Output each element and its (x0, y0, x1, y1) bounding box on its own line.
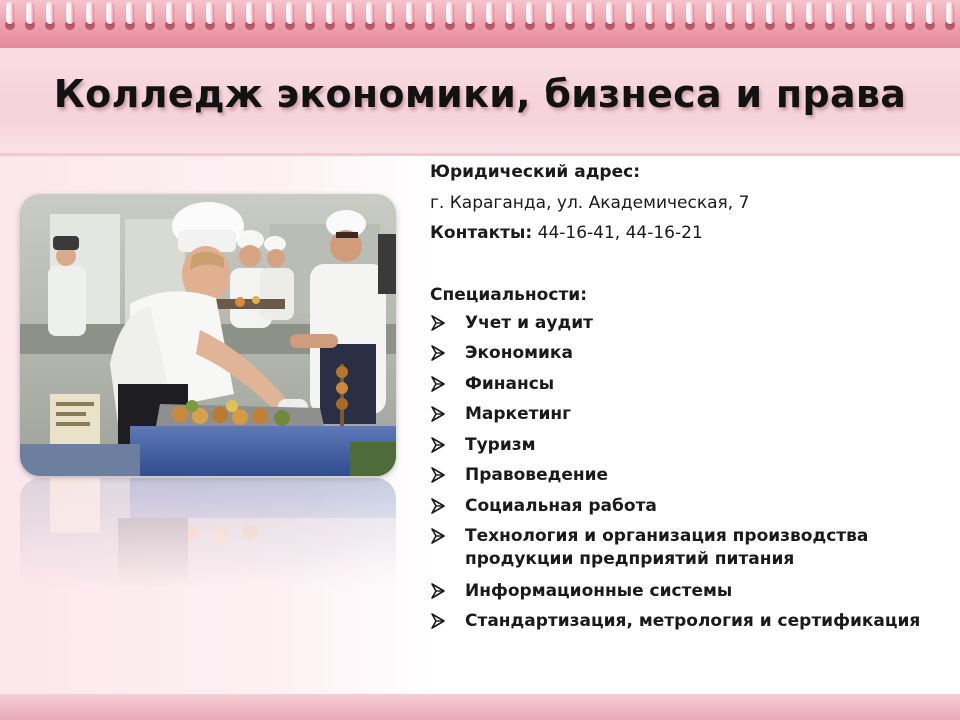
binding-ring (946, 2, 954, 24)
arrow-check-bullet-icon (430, 465, 450, 485)
binding-ring (346, 2, 354, 24)
arrow-check-bullet-icon (430, 496, 450, 516)
specialty-item (430, 580, 930, 603)
binding-ring (66, 2, 74, 24)
bottom-band (0, 694, 960, 720)
specialty-item (430, 610, 930, 633)
photo-reflection-illustration (20, 478, 396, 588)
contacts-line (430, 223, 703, 243)
specialty-label: Технология и организация производства продукции предприятий питания (465, 526, 869, 569)
binding-ring (846, 2, 854, 24)
binding-ring (406, 2, 414, 24)
binding-ring (106, 2, 114, 24)
specialty-label: Туризм (465, 435, 536, 455)
binding-ring (306, 2, 314, 24)
binding-ring (506, 2, 514, 24)
arrow-check-bullet-icon (430, 343, 450, 363)
binding-ring (866, 2, 874, 24)
specialty-label: Стандартизация, метрология и сертификация (465, 611, 921, 631)
binding-ring (246, 2, 254, 24)
contacts-value: 44-16-41, 44-16-21 (532, 223, 703, 243)
binding-ring (646, 2, 654, 24)
binding-ring (546, 2, 554, 24)
specialty-item (430, 403, 930, 426)
binding-ring (746, 2, 754, 24)
binding-ring (706, 2, 714, 24)
specialty-item (430, 525, 930, 571)
binding-ring (526, 2, 534, 24)
photo-reflection (20, 478, 396, 588)
specialty-item (430, 312, 930, 335)
page-title: Колледж экономики, бизнеса и права (53, 72, 907, 116)
specialty-item (430, 464, 930, 487)
specialty-label: Маркетинг (465, 404, 572, 424)
binding-ring (606, 2, 614, 24)
culinary-students-photo (20, 194, 396, 476)
arrow-check-bullet-icon (430, 404, 450, 424)
binding-ring (286, 2, 294, 24)
binding-ring (686, 2, 694, 24)
arrow-check-bullet-icon (430, 526, 450, 546)
binding-ring (486, 2, 494, 24)
specialty-label: Правоведение (465, 465, 609, 485)
binding-ring (226, 2, 234, 24)
binding-ring (446, 2, 454, 24)
binding-ring (886, 2, 894, 24)
arrow-check-bullet-icon (430, 611, 450, 631)
binding-ring (786, 2, 794, 24)
specialty-item (430, 342, 930, 365)
binding-ring (626, 2, 634, 24)
arrow-check-bullet-icon (430, 313, 450, 333)
binding-ring (266, 2, 274, 24)
binding-ring (426, 2, 434, 24)
binding-ring (826, 2, 834, 24)
binding-ring (146, 2, 154, 24)
photo-illustration (20, 194, 396, 476)
specialties-heading: Специальности: (430, 285, 588, 305)
binding-ring (466, 2, 474, 24)
binding-ring (666, 2, 674, 24)
arrow-check-bullet-icon (430, 435, 450, 455)
binding-ring (46, 2, 54, 24)
binding-ring (726, 2, 734, 24)
contacts-label: Контакты: (430, 223, 533, 243)
binding-ring (186, 2, 194, 24)
binding-ring (206, 2, 214, 24)
binding-ring (86, 2, 94, 24)
binding-ring (386, 2, 394, 24)
binding-ring (326, 2, 334, 24)
specialty-label: Экономика (465, 343, 573, 363)
binding-ring (6, 2, 14, 24)
spiral-binding-decoration (0, 0, 960, 48)
binding-ring (926, 2, 934, 24)
binding-ring (126, 2, 134, 24)
specialty-label: Финансы (465, 374, 555, 394)
specialty-label: Учет и аудит (465, 313, 593, 333)
arrow-check-bullet-icon (430, 374, 450, 394)
specialty-label: Информационные системы (465, 581, 733, 601)
specialty-item (430, 373, 930, 396)
binding-ring (766, 2, 774, 24)
address-value: г. Караганда, ул. Академическая, 7 (430, 193, 750, 213)
specialty-item (430, 495, 930, 518)
binding-ring (806, 2, 814, 24)
binding-ring (566, 2, 574, 24)
binding-ring (366, 2, 374, 24)
binding-ring (586, 2, 594, 24)
specialty-label: Социальная работа (465, 496, 657, 516)
binding-ring (166, 2, 174, 24)
address-label: Юридический адрес: (430, 162, 641, 182)
arrow-check-bullet-icon (430, 581, 450, 601)
specialty-item (430, 434, 930, 457)
binding-ring (26, 2, 34, 24)
binding-ring (906, 2, 914, 24)
